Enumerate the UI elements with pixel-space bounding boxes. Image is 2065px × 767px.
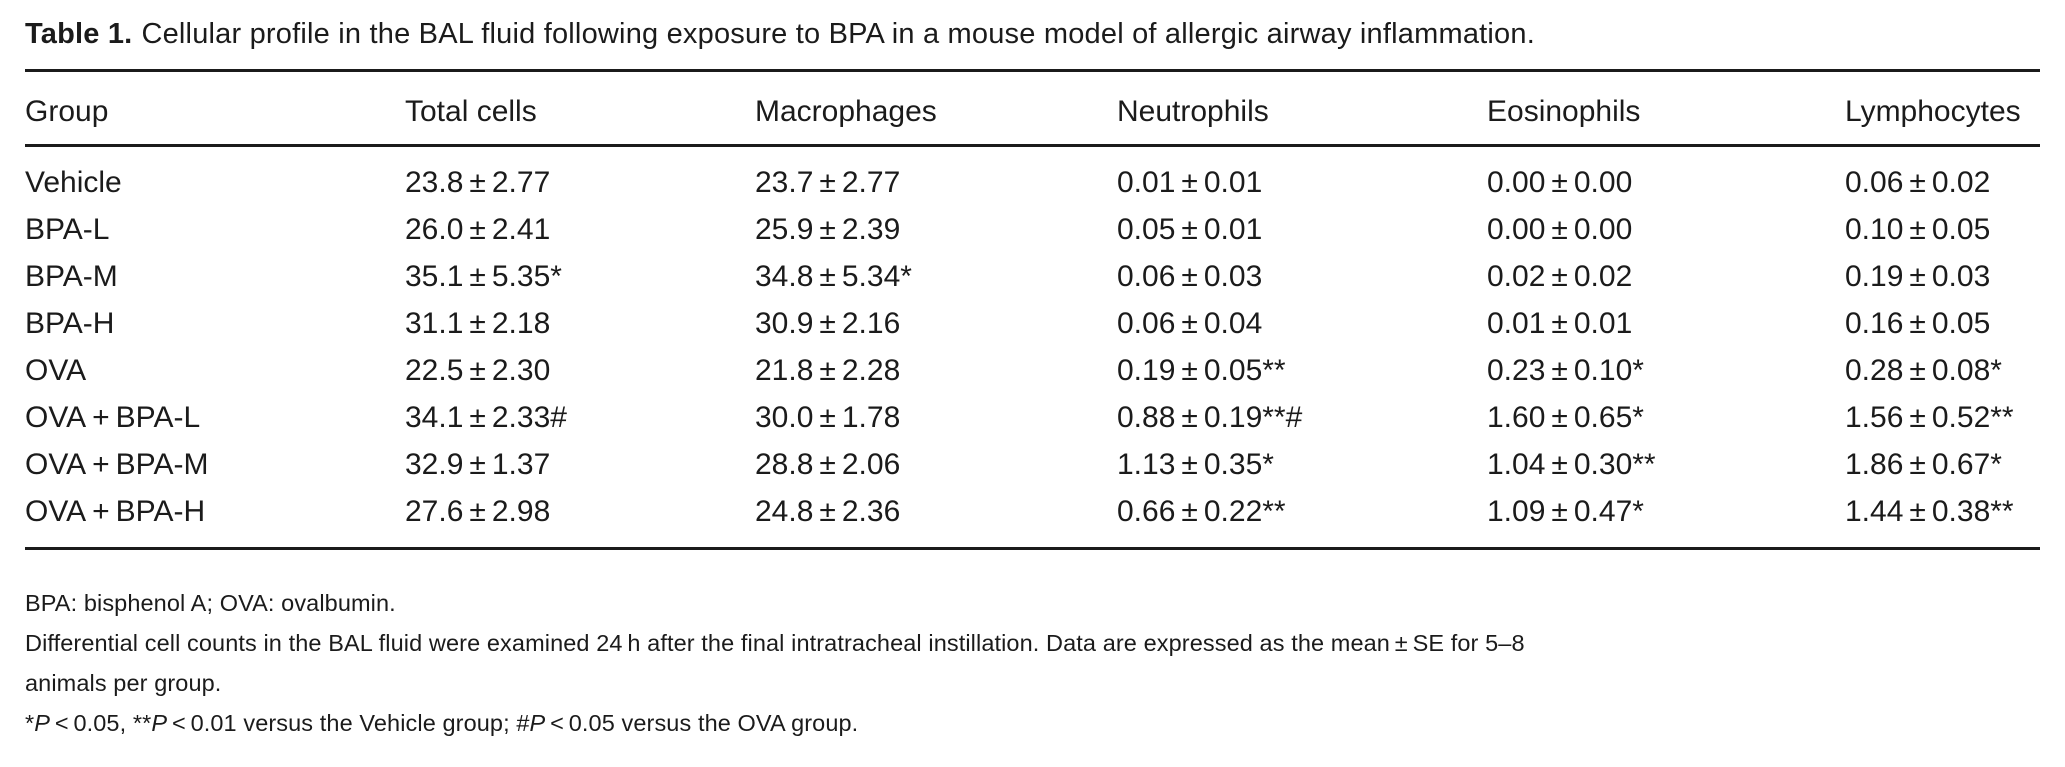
cell-group: BPA-H xyxy=(25,306,115,340)
cell-neutrophils: 0.66 ± 0.22** xyxy=(1117,494,1286,528)
col-header-group: Group xyxy=(25,71,405,146)
cell-eosinophils: 0.00 ± 0.00 xyxy=(1487,165,1633,199)
table-row-bpa-h xyxy=(25,300,2040,347)
cellular-profile-table xyxy=(25,69,2040,550)
sig-star: * xyxy=(25,710,35,737)
cell-group: OVA + BPA-L xyxy=(25,400,201,434)
sig-seg3: < 0.05 versus the OVA group. xyxy=(545,710,859,737)
cell-group: OVA xyxy=(25,353,87,387)
cell-total-cells: 31.1 ± 2.18 xyxy=(405,306,551,340)
cell-total-cells: 23.8 ± 2.77 xyxy=(405,165,551,199)
cell-group: Vehicle xyxy=(25,165,122,199)
sig-seg2: < 0.01 versus the Vehicle group; # xyxy=(167,710,530,737)
cell-group: BPA-L xyxy=(25,212,110,246)
cell-lymphocytes: 1.56 ± 0.52** xyxy=(1845,400,2014,434)
col-header-lymphocytes: Lymphocytes xyxy=(1845,71,2040,146)
cell-lymphocytes: 0.28 ± 0.08* xyxy=(1845,353,2002,387)
table-row-ova-bpa-h xyxy=(25,488,2040,549)
cell-eosinophils: 0.01 ± 0.01 xyxy=(1487,306,1633,340)
col-header-total-cells: Total cells xyxy=(405,71,755,146)
header-row xyxy=(25,71,2040,146)
table-row-ova-bpa-m xyxy=(25,441,2040,488)
sig-p-italic: P xyxy=(529,710,546,737)
table-title xyxy=(25,16,2040,52)
cell-neutrophils: 0.01 ± 0.01 xyxy=(1117,165,1263,199)
footnote-method xyxy=(25,623,2040,703)
sig-p-italic: P xyxy=(34,710,51,737)
cell-lymphocytes: 1.44 ± 0.38** xyxy=(1845,494,2014,528)
cell-lymphocytes: 0.19 ± 0.03 xyxy=(1845,259,1991,293)
col-header-eosinophils: Eosinophils xyxy=(1487,71,1845,146)
cell-neutrophils: 1.13 ± 0.35* xyxy=(1117,447,1274,481)
cell-eosinophils: 0.02 ± 0.02 xyxy=(1487,259,1633,293)
cell-macrophages: 25.9 ± 2.39 xyxy=(755,212,901,246)
table-number-label: Table 1. xyxy=(25,18,133,50)
cell-total-cells: 35.1 ± 5.35* xyxy=(405,259,562,293)
cell-total-cells: 26.0 ± 2.41 xyxy=(405,212,551,246)
cell-lymphocytes: 1.86 ± 0.67* xyxy=(1845,447,2002,481)
col-header-macrophages: Macrophages xyxy=(755,71,1117,146)
cell-group: BPA-M xyxy=(25,259,118,293)
cell-lymphocytes: 0.10 ± 0.05 xyxy=(1845,212,1991,246)
cell-neutrophils: 0.88 ± 0.19**# xyxy=(1117,400,1303,434)
cell-eosinophils: 1.60 ± 0.65* xyxy=(1487,400,1644,434)
cell-macrophages: 23.7 ± 2.77 xyxy=(755,165,901,199)
cell-neutrophils: 0.19 ± 0.05** xyxy=(1117,353,1286,387)
cell-eosinophils: 1.04 ± 0.30** xyxy=(1487,447,1656,481)
table-row-bpa-m xyxy=(25,253,2040,300)
table-row-ova xyxy=(25,347,2040,394)
footnote-abbreviations: BPA: bisphenol A; OVA: ovalbumin. xyxy=(25,590,396,617)
cell-macrophages: 34.8 ± 5.34* xyxy=(755,259,912,293)
cell-macrophages: 28.8 ± 2.06 xyxy=(755,447,901,481)
cell-neutrophils: 0.05 ± 0.01 xyxy=(1117,212,1263,246)
cell-neutrophils: 0.06 ± 0.03 xyxy=(1117,259,1263,293)
table-row-vehicle xyxy=(25,146,2040,207)
footnote-method-line1: Differential cell counts in the BAL fluid were examined 24 h after the final intratracheal instillation. Data are expressed as the mean ± SE for 5–8 xyxy=(25,630,1525,657)
cell-group: OVA + BPA-M xyxy=(25,447,209,481)
table-caption: Cellular profile in the BAL fluid following exposure to BPA in a mouse model of allergic airway inflammation. xyxy=(141,18,1535,50)
footnote-method-line2: animals per group. xyxy=(25,670,222,697)
cell-total-cells: 34.1 ± 2.33# xyxy=(405,400,567,434)
sig-p-italic: P xyxy=(151,710,168,737)
cell-macrophages: 30.0 ± 1.78 xyxy=(755,400,901,434)
cell-total-cells: 32.9 ± 1.37 xyxy=(405,447,551,481)
cell-macrophages: 24.8 ± 2.36 xyxy=(755,494,901,528)
cell-macrophages: 30.9 ± 2.16 xyxy=(755,306,901,340)
cell-lymphocytes: 0.16 ± 0.05 xyxy=(1845,306,1991,340)
footnotes xyxy=(25,583,2040,743)
table-row-bpa-l xyxy=(25,206,2040,253)
cell-macrophages: 21.8 ± 2.28 xyxy=(755,353,901,387)
sig-seg1: < 0.05, ** xyxy=(50,710,152,737)
cell-neutrophils: 0.06 ± 0.04 xyxy=(1117,306,1263,340)
cell-group: OVA + BPA-H xyxy=(25,494,206,528)
cell-eosinophils: 0.00 ± 0.00 xyxy=(1487,212,1633,246)
table-row-ova-bpa-l xyxy=(25,394,2040,441)
col-header-neutrophils: Neutrophils xyxy=(1117,71,1487,146)
footnote-significance xyxy=(25,703,2040,743)
cell-eosinophils: 0.23 ± 0.10* xyxy=(1487,353,1644,387)
cell-lymphocytes: 0.06 ± 0.02 xyxy=(1845,165,1991,199)
cell-total-cells: 22.5 ± 2.30 xyxy=(405,353,551,387)
cell-total-cells: 27.6 ± 2.98 xyxy=(405,494,551,528)
cell-eosinophils: 1.09 ± 0.47* xyxy=(1487,494,1644,528)
